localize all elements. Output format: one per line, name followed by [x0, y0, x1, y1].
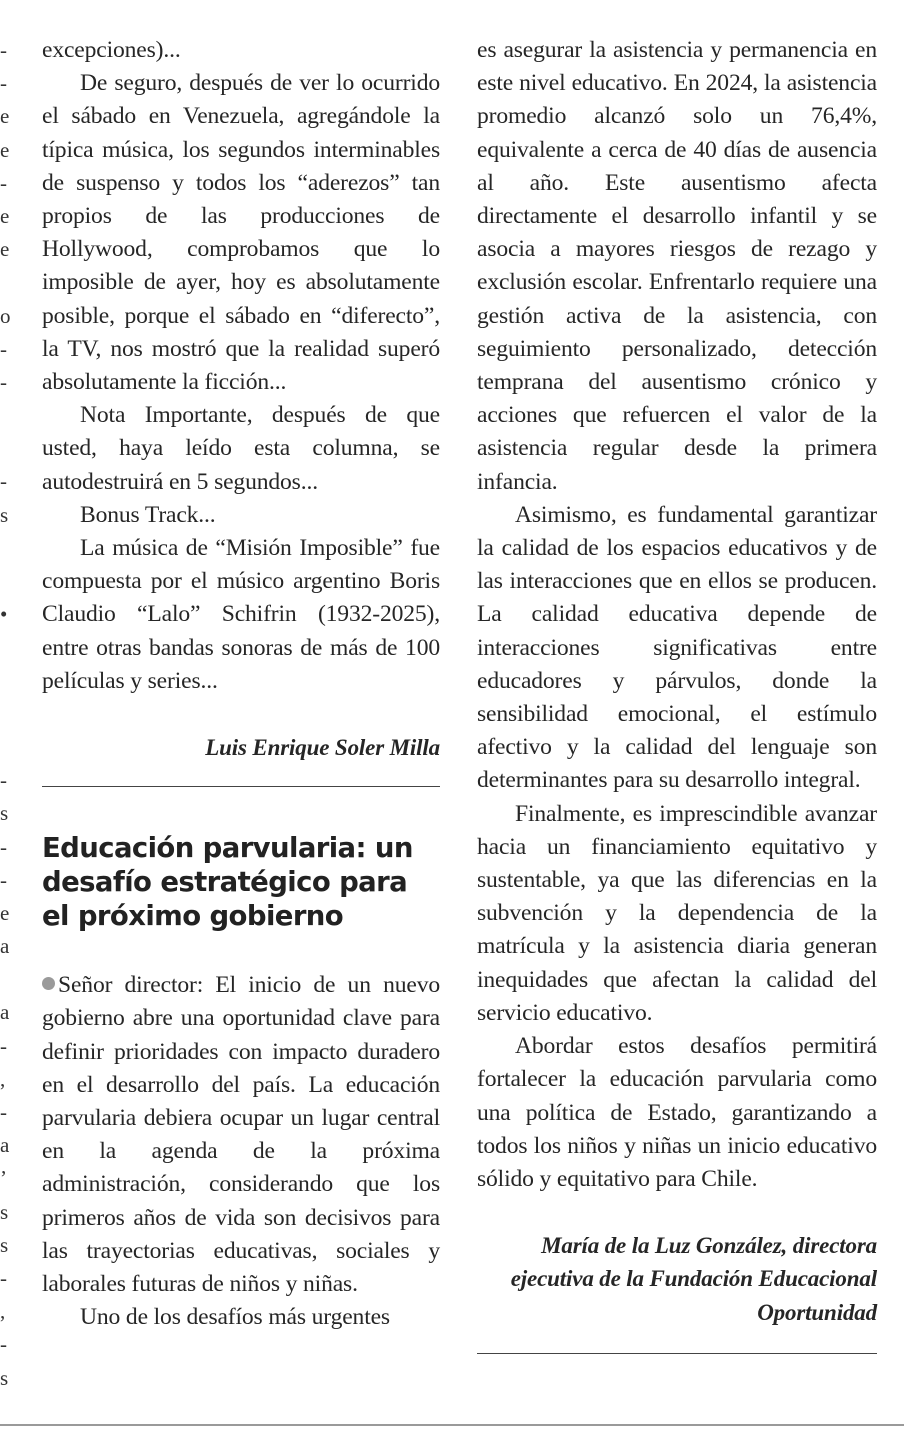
fragment-char [0, 266, 14, 299]
fragment-char: - [0, 1265, 7, 1290]
fragment-char: - [0, 1100, 7, 1124]
letter-paragraph-text: Señor director: El inicio de un nuevo gobierno abre una oportunidad clave para definir prioridades con impacto duradero en el desarrollo del país. La educación parvularia debiera ocupar un lugar central en la agenda de la próxima administración, considerando que los primeros años de vida son decisivos para las trayectorias educativas, sociales y laborales futuras de niños y niñas. [42, 972, 440, 1298]
fragment-char [0, 532, 14, 565]
fragment-char: , [0, 1299, 6, 1324]
fragment-char [0, 565, 14, 598]
fragment-char [0, 665, 14, 698]
fragment-char [0, 731, 14, 764]
fragment-char: a [0, 1000, 10, 1025]
section-divider [477, 1353, 877, 1354]
fragment-char: e [0, 203, 10, 228]
fragment-char [0, 963, 14, 996]
letter-headline: Educación parvularia: un desafío estratégico para el próximo gobierno [42, 832, 413, 933]
fragment-char [0, 399, 14, 432]
fragment-char: s [0, 1232, 9, 1257]
fragment-char: a [0, 934, 10, 959]
left-column [42, 34, 440, 1335]
fragment-char: - [0, 336, 7, 361]
letter-paragraph: Asimismo, es fundamental garantizar la calidad de los espacios educativos y de las interacciones que en ellos se producen. La calidad educativa depende de interacciones significativas entre educadores y párvulos, donde la sensibilidad emocional, el estímulo afectivo y la calidad del lenguaje son determinantes para su desarrollo integral. [477, 501, 877, 794]
page-bottom-rule [0, 1424, 904, 1426]
fragment-char: e [0, 900, 10, 925]
fragment-char: • [0, 602, 8, 627]
body-paragraph: excepciones)... [42, 37, 181, 63]
body-paragraph: Bonus Track... [80, 501, 216, 528]
fragment-char: s [0, 801, 9, 826]
letter-paragraph: Finalmente, es imprescindible avanzar hacia un financiamiento equitativo y sustentable, ya que las diferencias en la subvención y la dependencia de la matrícula y la asistencia diaria generan inequidades que afectan la calidad del servicio educativo. [477, 800, 877, 1026]
fragment-char [0, 631, 14, 664]
fragment-char: - [0, 1332, 7, 1357]
fragment-char: - [0, 71, 7, 96]
fragment-char: s [0, 1365, 9, 1390]
fragment-char: - [0, 867, 7, 892]
fragment-char: - [0, 369, 7, 394]
fragment-char: - [0, 768, 7, 793]
fragment-char: s [0, 502, 9, 527]
right-column [477, 34, 877, 1354]
fragment-char [0, 432, 14, 465]
fragment-char: ’ [0, 1166, 7, 1191]
fragment-char: - [0, 38, 7, 62]
fragment-char: - [0, 469, 7, 494]
author-signature: María de la Luz González, directora ejecutiva de la Fundación Educacional Oportunidad [510, 1233, 877, 1325]
fragment-char: e [0, 104, 10, 129]
fragment-char: e [0, 237, 10, 262]
letter-paragraph [42, 969, 440, 1301]
fragment-char: e [0, 137, 10, 162]
author-signature: Luis Enrique Soler Milla [205, 735, 440, 761]
fragment-char: - [0, 1033, 7, 1058]
letter-paragraph: Uno de los desafíos más urgentes [80, 1304, 390, 1331]
letter-paragraph: es asegurar la asistencia y permanencia en este nivel educativo. En 2024, la asistencia promedio alcanzó solo un 76,4%, equivalente a cerca de 40 días de ausencia al año. Este ausentismo afecta directamente el desarrollo infantil y se asocia a mayores riesgos de rezago y exclusión escolar. Enfrentarlo requiere una gestión activa de la asistencia, con seguimiento personalizado, detección temprana del ausentismo crónico y acciones que refuercen el valor de la asistencia regular desde la primera infancia. [477, 37, 877, 495]
body-paragraph: La música de “Misión Imposible” fue compuesta por el músico argentino Boris Claudio “Lalo” Schifrin (1932-2025), entre otras bandas sonoras de más de 100 películas y series... [42, 535, 440, 694]
fragment-char: - [0, 170, 7, 195]
fragment-char: - [0, 834, 7, 859]
fragment-char: s [0, 1199, 9, 1224]
letter-paragraph: Abordar estos desafíos permitirá fortalecer la educación parvularia como una política de Estado, garantizando a todos los niños y niñas un inicio educativo sólido y equitativo para Chile. [477, 1033, 877, 1192]
body-paragraph: Nota Importante, después de que usted, haya leído esta columna, se autodestruirá en 5 segundos... [42, 402, 440, 495]
fragment-char: o [0, 303, 11, 328]
bullet-icon [42, 977, 55, 990]
fragment-char: a [0, 1133, 10, 1158]
fragment-char: , [0, 1066, 6, 1091]
fragment-char [0, 698, 14, 731]
previous-column-fragments [0, 34, 14, 1395]
body-paragraph: De seguro, después de ver lo ocurrido el sábado en Venezuela, agregándole la típica música, los segundos interminables de suspenso y todos los “aderezos” tan propios de las producciones de Hollywood, comprobamos que lo imposible de ayer, hoy es absolutamente posible, porque el sábado en “diferecto”, la TV, nos mostró que la realidad superó absolutamente la ficción... [42, 70, 440, 396]
